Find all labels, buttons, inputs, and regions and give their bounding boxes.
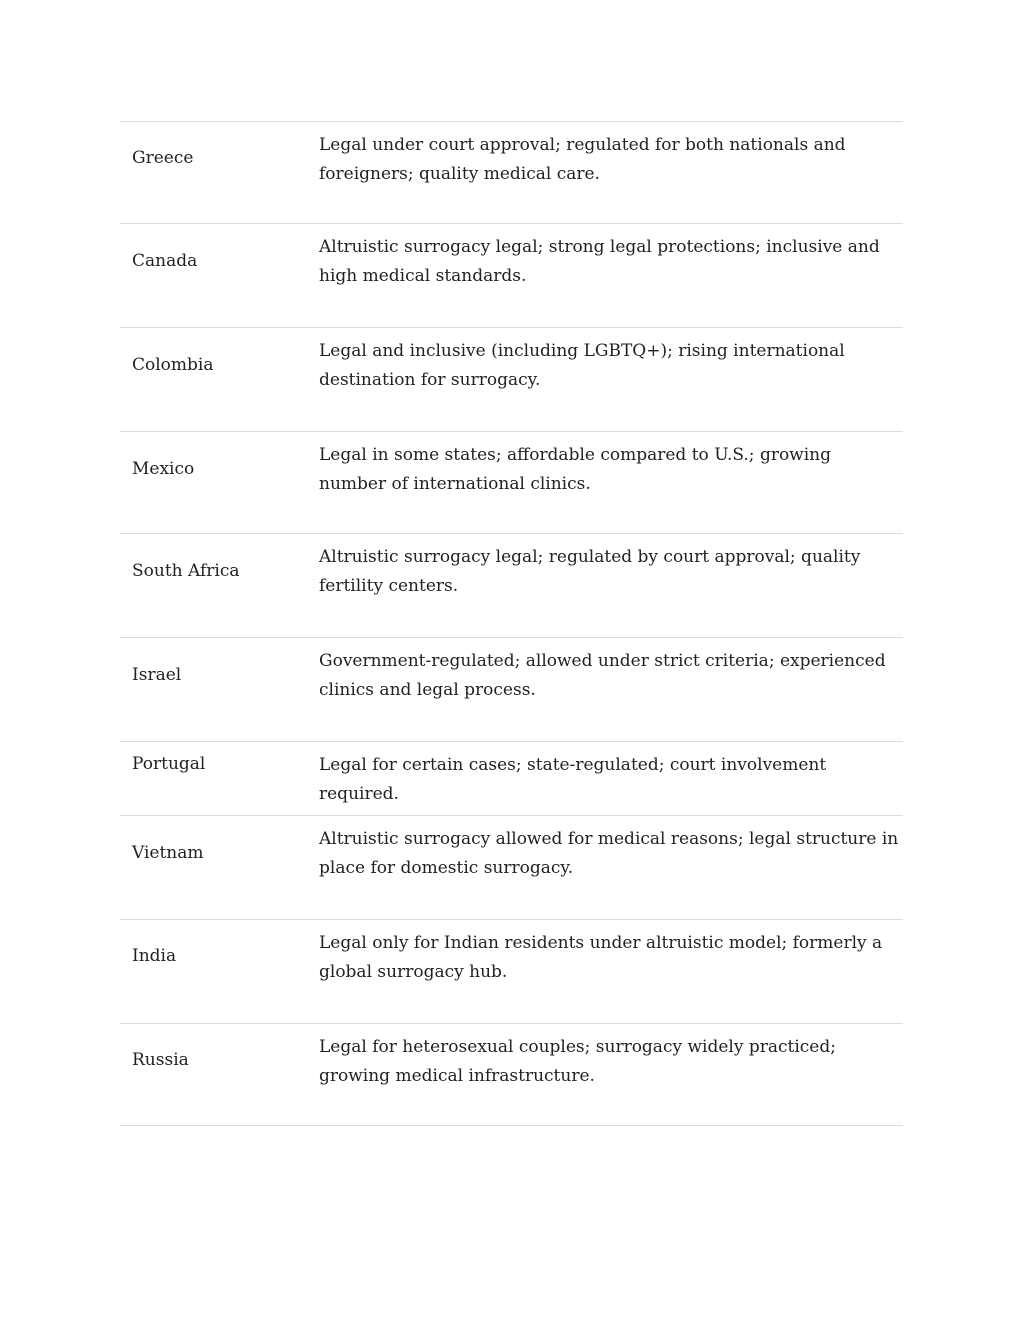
surrogacy-countries-table	[120, 121, 903, 1126]
table-row	[120, 816, 903, 920]
table-row	[120, 432, 903, 534]
country-cell: Greece	[132, 148, 194, 168]
table-row	[120, 1024, 903, 1126]
table-row	[120, 328, 903, 432]
table-row	[120, 638, 903, 742]
description-cell: Legal for heterosexual couples; surrogacy widely practiced; growing medical infrastructure.	[319, 1037, 836, 1086]
country-cell: South Africa	[132, 561, 240, 581]
table-row	[120, 920, 903, 1024]
country-cell: Mexico	[132, 459, 195, 479]
country-cell: India	[132, 946, 177, 966]
description-cell: Legal in some states; affordable compared to U.S.; growing number of international clinics.	[319, 445, 832, 494]
table-row	[120, 534, 903, 638]
country-cell: Canada	[132, 251, 198, 271]
description-cell: Legal only for Indian residents under altruistic model; formerly a global surrogacy hub.	[319, 933, 883, 982]
country-cell: Israel	[132, 665, 182, 685]
description-cell: Altruistic surrogacy allowed for medical reasons; legal structure in place for domestic surrogacy.	[319, 829, 899, 878]
country-cell: Colombia	[132, 355, 214, 375]
table-row	[120, 742, 903, 816]
description-cell: Altruistic surrogacy legal; regulated by court approval; quality fertility centers.	[319, 547, 861, 596]
country-cell: Vietnam	[132, 843, 204, 863]
description-cell: Altruistic surrogacy legal; strong legal protections; inclusive and high medical standards.	[319, 237, 880, 286]
table-row	[120, 122, 903, 224]
table-row	[120, 224, 903, 328]
country-cell: Portugal	[132, 754, 206, 774]
description-cell: Legal for certain cases; state-regulated; court involvement required.	[319, 755, 827, 804]
description-cell: Government-regulated; allowed under strict criteria; experienced clinics and legal process.	[319, 651, 886, 700]
country-cell: Russia	[132, 1050, 189, 1070]
description-cell: Legal and inclusive (including LGBTQ+); rising international destination for surrogacy.	[319, 341, 845, 390]
description-cell: Legal under court approval; regulated for both nationals and foreigners; quality medical care.	[319, 135, 846, 184]
